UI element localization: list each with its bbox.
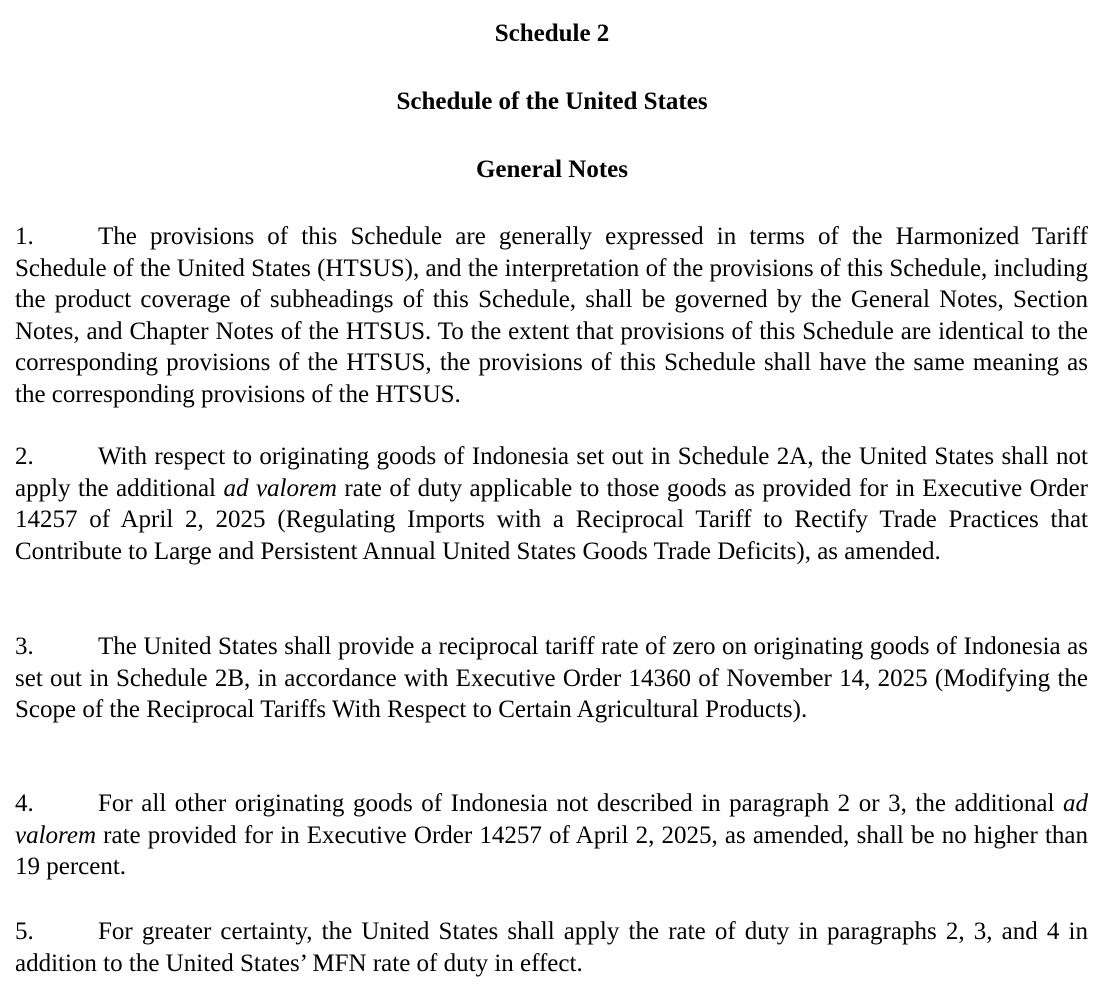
note-text: For greater certainty, the United States shall apply the rate of duty in paragraphs 2, 3, and 4 in addition to the United States’ MFN rate of duty in effect. [15,918,1088,977]
schedule-subtitle: Schedule of the United States [396,88,708,115]
note-paragraph-4 [15,788,1088,883]
note-number: 5. [15,918,34,945]
note-text: For all other originating goods of Indonesia not described in paragraph 2 or 3, the additional [98,790,1063,817]
note-number: 1. [15,223,34,250]
note-number: 2. [15,443,34,470]
note-paragraph-2 [15,441,1088,567]
note-text-continued: rate provided for in Executive Order 14257 of April 2, 2025, as amended, shall be no higher than 19 percent. [15,821,1088,880]
note-text: With respect to originating goods of Indonesia set out in Schedule 2A, the United States shall not apply the additional [15,443,1088,502]
note-text-continued: rate of duty applicable to those goods as provided for in Executive Order 14257 of April 2, 2025 (Regulating Imports with a Reciprocal Tariff to Rectify Trade Practices that Contribute to Large and Persistent Annual United States Goods Trade Deficits), as amended. [15,474,1088,565]
note-italic-term: ad valorem [15,790,1088,849]
note-paragraph-3 [15,631,1088,726]
note-paragraph-1 [15,221,1088,410]
schedule-title: Schedule 2 [494,20,610,47]
note-number: 3. [15,633,34,660]
note-paragraph-5 [15,916,1088,979]
note-text: The provisions of this Schedule are generally expressed in terms of the Harmonized Tariff Schedule of the United States (HTSUS), and the interpretation of the provisions of this Schedule, including the product coverage of subheadings of this Schedule, shall be governed by the General Notes, Section Notes, and Chapter Notes of the HTSUS. To the extent that provisions of this Schedule are identical to the corresponding provisions of the HTSUS, the provisions of this Schedule shall have the same meaning as the corresponding provisions of the HTSUS. [15,223,1088,408]
note-number: 4. [15,790,34,817]
general-notes-heading: General Notes [475,156,629,183]
note-italic-term: ad valorem [223,474,337,502]
note-text: The United States shall provide a reciprocal tariff rate of zero on originating goods of Indonesia as set out in Schedule 2B, in accordance with Executive Order 14360 of November 14, 2025 (Modifying the Scope of the Reciprocal Tariffs With Respect to Certain Agricultural Products). [15,633,1088,723]
